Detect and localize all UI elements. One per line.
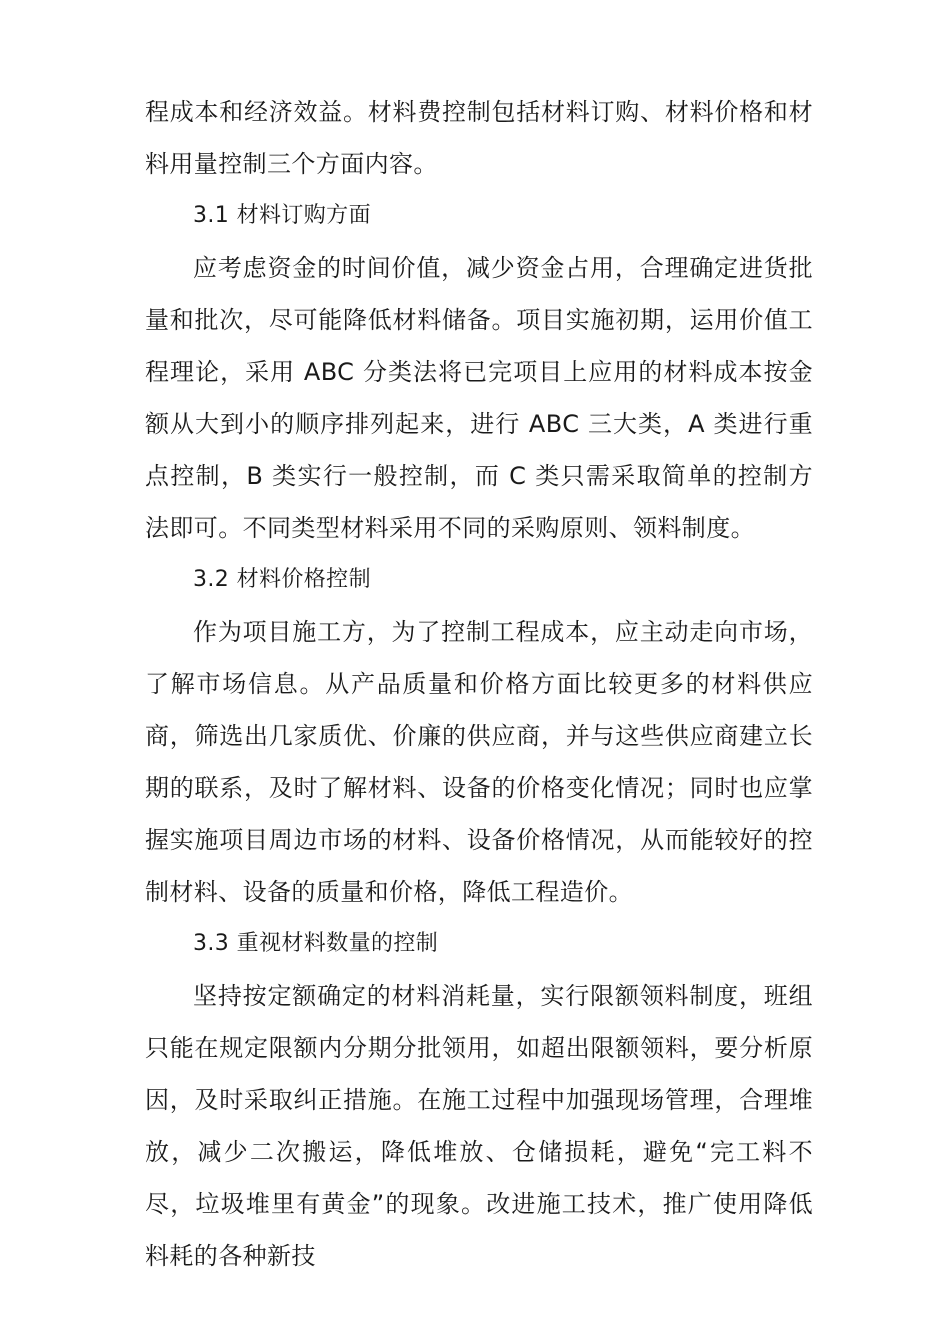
section-heading-3-1: 3.1 材料订购方面: [193, 203, 371, 228]
paragraph-continuation: 程成本和经济效益。材料费控制包括材料订购、材料价格和材料用量控制三个方面内容。: [145, 98, 813, 178]
section-heading-3-3: 3.3 重视材料数量的控制: [193, 931, 439, 956]
document-body: [145, 86, 813, 1282]
paragraph-material-quantity: 坚持按定额确定的材料消耗量，实行限额领料制度，班组只能在规定限额内分期分批领用，如超出限额领料，要分析原因，及时采取纠正措施。在施工过程中加强现场管理，合理堆放，减少二次搬运，降低堆放、仓储损耗，避免“完工料不尽，垃圾堆里有黄金”的现象。改进施工技术，推广使用降低料耗的各种新技: [145, 982, 813, 1270]
section-heading-3-2: 3.2 材料价格控制: [193, 567, 371, 592]
paragraph-material-ordering: 应考虑资金的时间价值，减少资金占用，合理确定进货批量和批次，尽可能降低材料储备。项目实施初期，运用价值工程理论，采用 ABC 分类法将已完项目上应用的材料成本按金额从大到小的顺序排列起来，进行 ABC 三大类，A 类进行重点控制，B 类实行一般控制，而 C 类只需采取简单的控制方法即可。不同类型材料采用不同的采购原则、领料制度。: [145, 254, 813, 542]
paragraph-material-price: 作为项目施工方，为了控制工程成本，应主动走向市场，了解市场信息。从产品质量和价格方面比较更多的材料供应商，筛选出几家质优、价廉的供应商，并与这些供应商建立长期的联系，及时了解材料、设备的价格变化情况；同时也应掌握实施项目周边市场的材料、设备价格情况，从而能较好的控制材料、设备的质量和价格，降低工程造价。: [145, 618, 813, 906]
